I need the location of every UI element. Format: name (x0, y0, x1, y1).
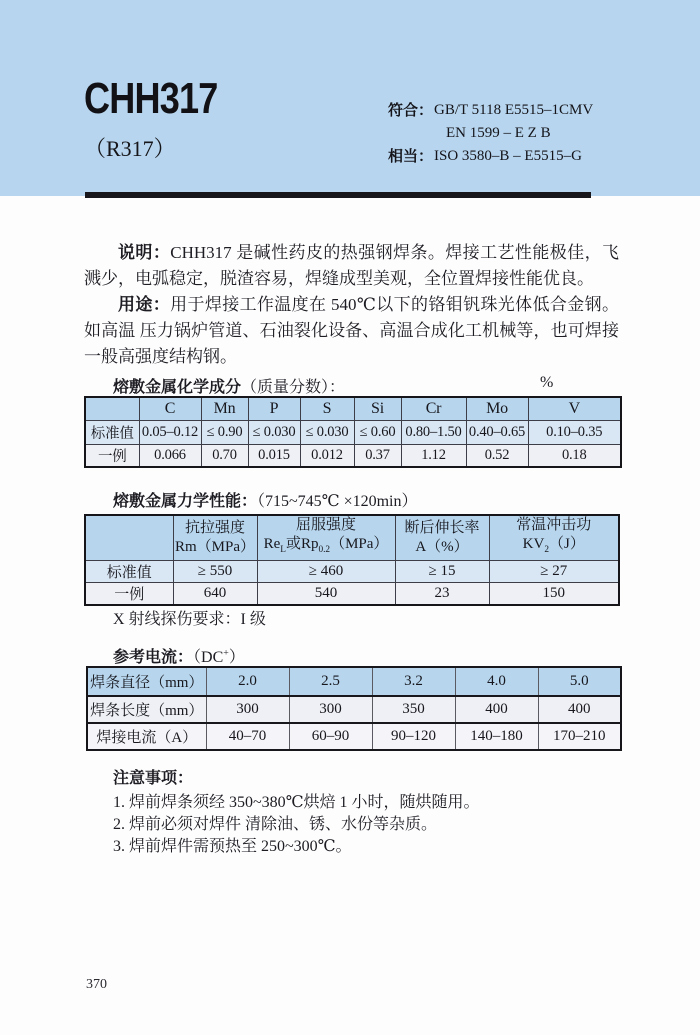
chem-value-cell: 0.18 (528, 444, 621, 467)
current-value-cell: 4.0 (455, 667, 538, 696)
usage-paragraph (84, 292, 619, 370)
mech-value-cell: 640 (173, 583, 257, 606)
mech-corner-cell (85, 515, 173, 561)
current-value-cell: 300 (289, 696, 372, 723)
current-value-cell: 3.2 (372, 667, 455, 696)
chem-value-cell: 0.40–0.65 (466, 420, 528, 444)
usage-text: 用于焊接工作温度在 540℃以下的铬钼钒珠光体低合金钢。如高温 压力锅炉管道、石油裂化设备、高温合成化工机械等，也可焊接一般高强度结构钢。 (84, 295, 619, 366)
current-value-cell: 140–180 (455, 723, 538, 750)
divider-bar (85, 192, 591, 198)
current-value-cell: 400 (538, 696, 621, 723)
note-item: 2. 焊前必须对焊件 清除油、锈、水份等杂质。 (113, 816, 438, 833)
mech-row-label: 一例 (85, 583, 173, 606)
current-value-cell: 2.0 (206, 667, 289, 696)
current-table-title (113, 644, 245, 667)
chem-value-cell: 0.066 (139, 444, 201, 467)
mechanical-title-main: 熔敷金属力学性能： (113, 493, 258, 510)
chem-value-cell: ≤ 0.030 (300, 420, 354, 444)
current-value-cell: 400 (455, 696, 538, 723)
current-title-sub: （DC+） (193, 647, 245, 666)
conform-label-spacer (388, 122, 434, 145)
chem-value-cell: ≤ 0.90 (201, 420, 248, 444)
current-table (86, 666, 622, 751)
mech-value-cell: 150 (489, 583, 619, 606)
chem-value-cell: 1.12 (401, 444, 466, 467)
chemical-table-title (113, 374, 345, 397)
mech-column-header: 抗拉强度 Rm（MPa） (173, 515, 257, 561)
chem-column-header: Mn (201, 397, 248, 420)
chem-row-label: 一例 (85, 444, 139, 467)
current-value-cell: 40–70 (206, 723, 289, 750)
chem-header-row (85, 397, 621, 420)
current-value-cell: 5.0 (538, 667, 621, 696)
mechanical-table-title (113, 488, 418, 511)
conform-row-2 (388, 122, 593, 145)
chem-value-cell: 0.37 (354, 444, 401, 467)
xray-requirement: X 射线探伤要求：I 级 (113, 611, 266, 628)
current-value-cell: 170–210 (538, 723, 621, 750)
chem-column-header: V (528, 397, 621, 420)
mech-value-cell: 23 (395, 583, 489, 606)
mech-column-header: 断后伸长率 A（%） (395, 515, 489, 561)
mech-value-cell: ≥ 550 (173, 561, 257, 583)
page-number: 370 (86, 977, 107, 992)
chem-value-cell: 0.70 (201, 444, 248, 467)
description-label: 说明： (118, 243, 171, 262)
chem-data-row (85, 420, 621, 444)
current-data-row (87, 723, 621, 750)
conform-label: 符合： (388, 102, 434, 119)
mech-data-row (85, 583, 619, 606)
chem-column-header: S (300, 397, 354, 420)
current-value-cell: 90–120 (372, 723, 455, 750)
mech-row-label: 标准值 (85, 561, 173, 583)
current-data-row (87, 667, 621, 696)
product-model: CHH317 (84, 74, 218, 123)
current-value-cell: 300 (206, 696, 289, 723)
chem-value-cell: 0.012 (300, 444, 354, 467)
chem-value-cell: 0.10–0.35 (528, 420, 621, 444)
chem-row-label: 标准值 (85, 420, 139, 444)
current-value-cell: 60–90 (289, 723, 372, 750)
notes-list (113, 792, 480, 858)
current-value-cell: 350 (372, 696, 455, 723)
conform-value-2: EN 1599 – E Z B (446, 125, 551, 141)
equivalent-label: 相当： (388, 148, 434, 165)
conform-value: GB/T 5118 E5515–1CMV (434, 102, 594, 118)
chem-column-header: Mo (466, 397, 528, 420)
standards-block (388, 99, 593, 168)
usage-label: 用途： (118, 295, 171, 314)
current-row-label: 焊条直径（mm） (87, 667, 206, 696)
description-text: CHH317 是碱性药皮的热强钢焊条。焊接工艺性能极佳，飞溅少，电弧稳定，脱渣容易，焊缝成型美观，全位置焊接性能优良。 (84, 243, 619, 288)
chem-value-cell: 0.80–1.50 (401, 420, 466, 444)
product-alias: （R317） (84, 136, 176, 161)
chemical-title-sub: （质量分数）： (241, 379, 346, 396)
mechanical-title-sub: （715~745℃ ×120min） (257, 493, 418, 510)
mech-header-row (85, 515, 619, 561)
current-title-main: 参考电流： (113, 649, 194, 666)
conform-row (388, 99, 593, 122)
mechanical-table (84, 514, 620, 606)
chem-column-header: Si (354, 397, 401, 420)
current-table-body (87, 667, 621, 750)
chem-value-cell: 0.52 (466, 444, 528, 467)
chem-column-header: C (139, 397, 201, 420)
note-item: 1. 焊前焊条须经 350~380℃烘焙 1 小时，随烘随用。 (113, 794, 480, 811)
mech-column-header: 常温冲击功 $KV_2(J)$ (489, 515, 619, 561)
mech-data-row (85, 561, 619, 583)
header-band (0, 0, 700, 196)
description-block (84, 240, 619, 370)
mech-value-cell: 540 (257, 583, 395, 606)
mechanical-table-body (85, 515, 619, 605)
notes-title: 注意事项： (113, 770, 194, 787)
chem-value-cell: 0.05–0.12 (139, 420, 201, 444)
notes-block (113, 768, 480, 858)
chem-value-cell: 0.015 (248, 444, 300, 467)
chem-value-cell: ≤ 0.60 (354, 420, 401, 444)
current-row-label: 焊接电流（A） (87, 723, 206, 750)
equivalent-row (388, 145, 593, 168)
note-item: 3. 焊前焊件需预热至 250~300℃。 (113, 838, 352, 855)
current-value-cell: 2.5 (289, 667, 372, 696)
chem-column-header: Cr (401, 397, 466, 420)
description-paragraph (84, 240, 619, 292)
chemical-table (84, 396, 622, 468)
chem-value-cell: ≤ 0.030 (248, 420, 300, 444)
chemical-table-body (85, 397, 621, 467)
chemical-title-main: 熔敷金属化学成分 (113, 379, 242, 396)
current-row-label: 焊条长度（mm） (87, 696, 206, 723)
mech-column-header: 屈服强度 $Re_L$或$Rp_{0.2}(MPa)$ (257, 515, 395, 561)
chem-column-header: P (248, 397, 300, 420)
mech-value-cell: ≥ 460 (257, 561, 395, 583)
mech-value-cell: ≥ 27 (489, 561, 619, 583)
chem-corner-cell (85, 397, 139, 420)
chemical-unit-label: % (540, 374, 554, 391)
current-data-row (87, 696, 621, 723)
chem-data-row (85, 444, 621, 467)
mech-value-cell: ≥ 15 (395, 561, 489, 583)
equivalent-value: ISO 3580–B – E5515–G (434, 148, 582, 164)
